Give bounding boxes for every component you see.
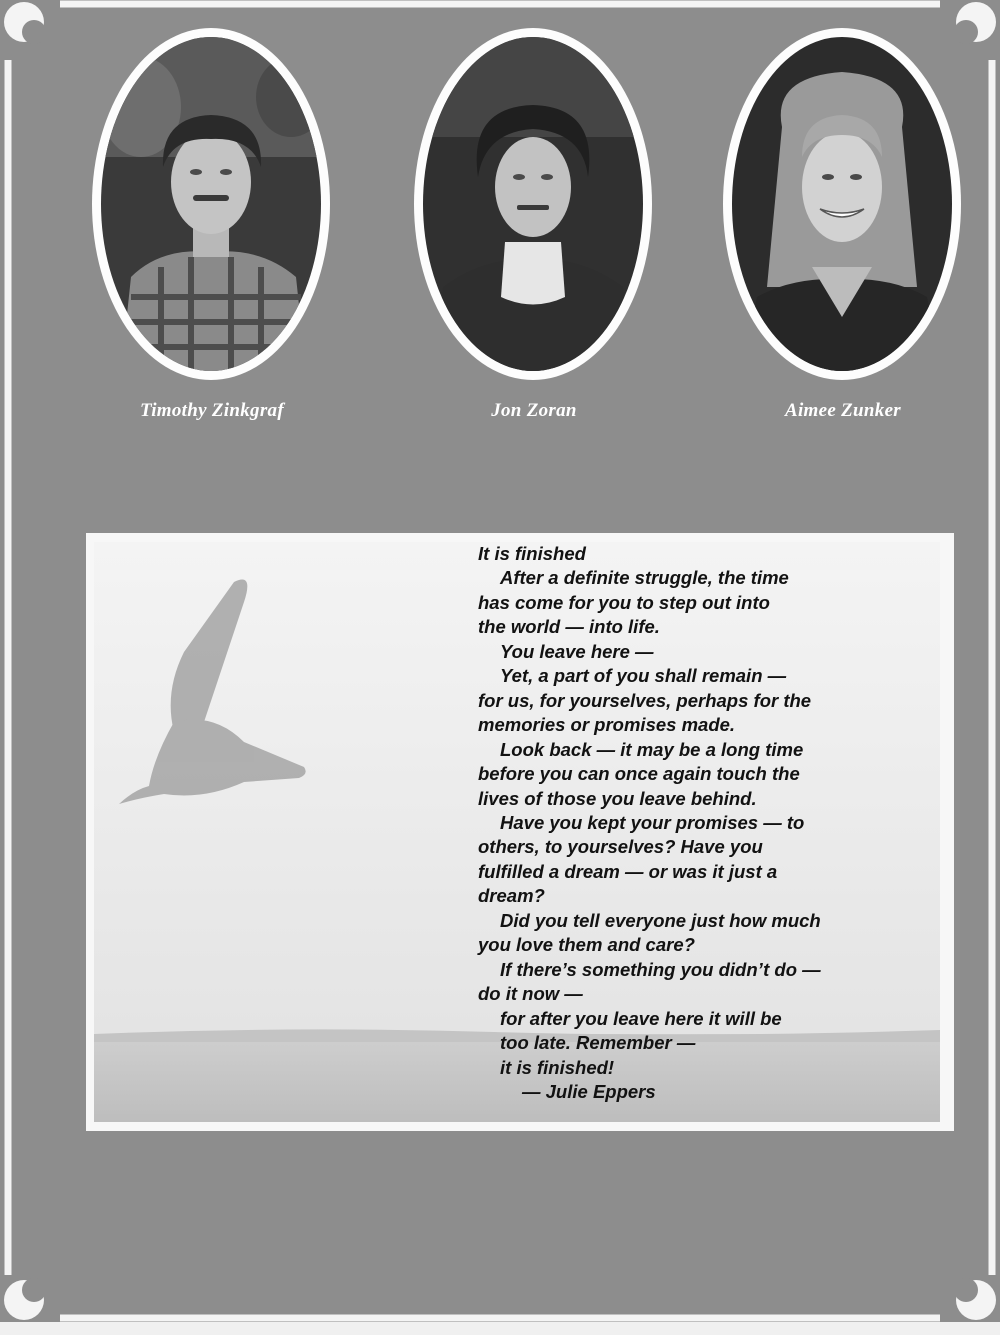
poem-title: It is finished xyxy=(478,543,586,564)
poem-line: the world — into life. xyxy=(478,616,660,638)
poem-line: After a definite struggle, the time xyxy=(500,567,789,589)
portrait-card-1 xyxy=(92,28,332,421)
portrait-photo xyxy=(732,37,952,371)
portrait-name: Aimee Zunker xyxy=(784,400,901,421)
portrait-photo xyxy=(101,37,321,371)
portrait-frame xyxy=(414,28,652,380)
portrait-photo xyxy=(423,37,643,371)
portrait-card-2 xyxy=(414,28,654,421)
poem-line: for us, for yourselves, perhaps for the xyxy=(478,689,812,711)
portrait-frame xyxy=(723,28,961,380)
portrait-name: Timothy Zinkgraf xyxy=(140,400,284,421)
poem-text xyxy=(478,542,938,1104)
poem-line: You leave here — xyxy=(500,640,654,662)
poem-line: If there’s something you didn’t do — xyxy=(500,958,821,980)
poem-line: for after you leave here it will be xyxy=(500,1007,782,1029)
poem-line: lives of those you leave behind. xyxy=(478,787,757,809)
portrait-name: Jon Zoran xyxy=(491,400,577,421)
poem-line: before you can once again touch the xyxy=(478,763,800,785)
poem-line: Did you tell everyone just how much xyxy=(500,909,821,931)
poem-line: memories or promises made. xyxy=(478,714,736,736)
portrait-frame xyxy=(92,28,330,380)
poem-line: Yet, a part of you shall remain — xyxy=(500,665,787,687)
poem-line: has come for you to step out into xyxy=(478,591,770,613)
poem-line: Look back — it may be a long time xyxy=(500,738,804,760)
poem-line: it is finished! xyxy=(500,1056,615,1078)
poem-line: fulfilled a dream — or was it just a xyxy=(478,860,778,882)
poem-author: — Julie Eppers xyxy=(522,1080,656,1102)
poem-line: Have you kept your promises — to xyxy=(500,811,805,833)
poem-line: too late. Remember — xyxy=(500,1032,696,1054)
poem-line: others, to yourselves? Have you xyxy=(478,836,763,858)
poem-line: do it now — xyxy=(478,983,583,1005)
poem-line: you love them and care? xyxy=(478,934,695,956)
portrait-card-3 xyxy=(723,28,963,421)
poem-line: dream? xyxy=(478,885,545,907)
